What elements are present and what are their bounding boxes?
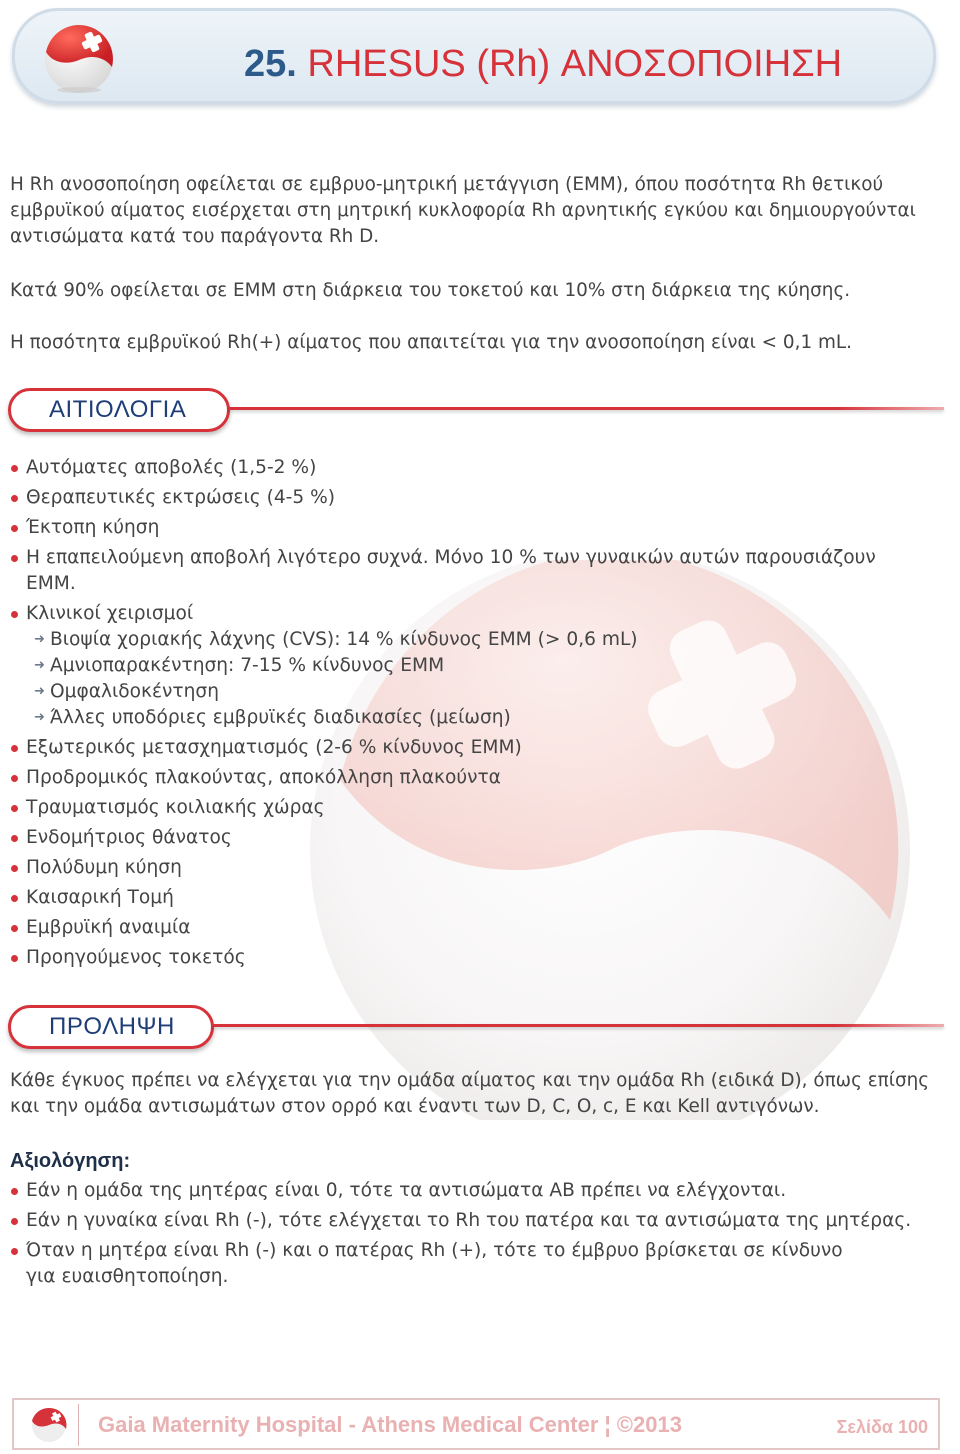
list-item: Η επαπειλούμενη αποβολή λιγότερο συχνά. Μόνο 10 % των γυναικών αυτών παρουσιάζουν ΕΜΜ. <box>10 545 940 597</box>
sub-list-item: ➜ Αμνιοπαρακέντηση: 7-15 % κίνδυνος ΕΜΜ <box>34 653 940 679</box>
list-item: Εάν η γυναίκα είναι Rh (-), τότε ελέγχεται το Rh του πατέρα και τα αντισώματα της μητέρας. <box>10 1208 940 1234</box>
list-item: Καισαρική Τομή <box>10 885 940 911</box>
section-heading-prevention: ΠΡΟΛΗΨΗ <box>8 1005 214 1049</box>
intro-paragraph-2: Κατά 90% οφείλεται σε ΕΜΜ στη διάρκεια του τοκετού και 10% στη διάρκεια της κύησης. <box>10 280 851 301</box>
clinical-sublist <box>26 627 940 731</box>
footer-logo-icon <box>30 1406 68 1444</box>
sub-list-item: ➜ Ομφαλιδοκέντηση <box>34 679 940 705</box>
list-item: Εμβρυϊκή αναιμία <box>10 915 940 941</box>
etiology-list <box>10 455 940 975</box>
logo-sphere-icon <box>42 22 116 96</box>
intro-paragraph-1: Η Rh ανοσοποίηση οφείλεται σε εμβρυο-μητρική μετάγγιση (ΕΜΜ), όπου ποσότητα Rh θετικού εμβρυϊκού αίματος εισέρχεται στη μητρική κυκλοφορία Rh αρνητικής εγκύου και δημιουργούνται αντισώματα κατά του παράγοντα Rh D. <box>10 174 916 247</box>
list-item: Τραυματισμός κοιλιακής χώρας <box>10 795 940 821</box>
list-item-label: Κλινικοί χειρισμοί <box>26 603 194 624</box>
list-item: Εξωτερικός μετασχηματισμός (2-6 % κίνδυνος ΕΜΜ) <box>10 735 940 761</box>
list-item: Θεραπευτικές εκτρώσεις (4-5 %) <box>10 485 940 511</box>
chapter-number: 25. <box>244 43 297 85</box>
footer-page-number: Σελίδα 100 <box>836 1417 928 1437</box>
footer-divider <box>78 1404 79 1446</box>
list-item: Πολύδυμη κύηση <box>10 855 940 881</box>
page-footer <box>12 1398 940 1450</box>
list-item: Προδρομικός πλακούντας, αποκόλληση πλακούντα <box>10 765 940 791</box>
chapter-title: RHESUS (Rh) ΑΝΟΣΟΠΟΙΗΣΗ <box>307 43 843 85</box>
sub-list-item: ➜ Βιοψία χοριακής λάχνης (CVS): 14 % κίνδυνος ΕΜΜ (> 0,6 mL) <box>34 627 940 653</box>
list-item: Εάν η ομάδα της μητέρας είναι 0, τότε τα αντισώματα ΑΒ πρέπει να ελέγχονται. <box>10 1178 940 1204</box>
prevention-paragraph: Κάθε έγκυος πρέπει να ελέγχεται για την ομάδα αίματος και την ομάδα Rh (ειδικά D), όπως επίσης και την ομάδα αντισωμάτων στον ορρό και έναντι των D, C, O, c, E και Kell αντιγόνων. <box>10 1070 930 1117</box>
evaluation-heading: Αξιολόγηση: <box>10 1150 131 1172</box>
section-rule <box>212 1024 944 1027</box>
title-banner <box>12 8 936 104</box>
section-etiology <box>8 388 944 432</box>
evaluation-list <box>10 1178 940 1294</box>
section-prevention <box>8 1005 944 1049</box>
list-item: Προηγούμενος τοκετός <box>10 945 940 971</box>
intro-paragraph-3: Η ποσότητα εμβρυϊκού Rh(+) αίματος που απαιτείται για την ανοσοποίηση είναι < 0,1 mL. <box>10 332 853 353</box>
sub-list-item: ➜ Άλλες υποδόριες εμβρυϊκές διαδικασίες (μείωση) <box>34 705 940 731</box>
list-item-clinical <box>10 601 940 731</box>
footer-hospital-text: Gaia Maternity Hospital - Athens Medical Center ¦ ©2013 <box>98 1412 682 1437</box>
section-rule <box>228 407 944 410</box>
list-item: Αυτόματες αποβολές (1,5-2 %) <box>10 455 940 481</box>
list-item: Όταν η μητέρα είναι Rh (-) και ο πατέρας Rh (+), τότε το έμβρυο βρίσκεται σε κίνδυνο για ευαισθητοποίηση. <box>10 1238 940 1290</box>
section-heading-etiology: ΑΙΤΙΟΛΟΓΙΑ <box>8 388 230 432</box>
list-item: Έκτοπη κύηση <box>10 515 940 541</box>
list-item: Ενδομήτριος θάνατος <box>10 825 940 851</box>
page-title <box>244 40 842 88</box>
